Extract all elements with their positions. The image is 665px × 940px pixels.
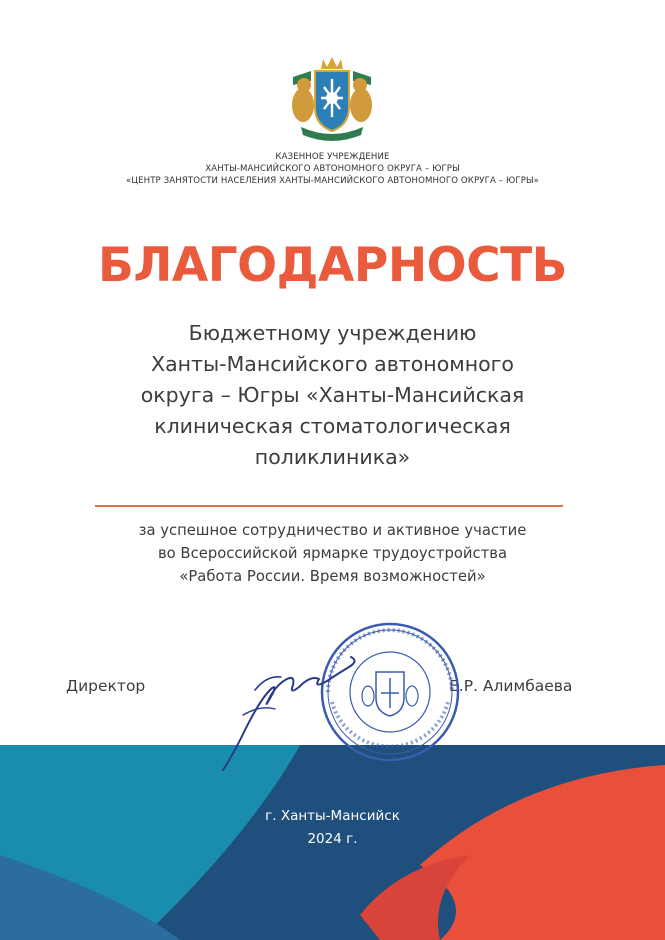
reason-line: «Работа России. Время возможностей» (179, 568, 486, 585)
recipient-line: клиническая стоматологическая (154, 414, 511, 438)
recipient-line: Ханты-Мансийского автономного (151, 352, 514, 376)
recipient-line: Бюджетному учреждению (188, 321, 477, 345)
reason-line: за успешное сотрудничество и активное участие (138, 522, 527, 539)
recipient-line: поликлиника» (254, 445, 411, 469)
organization-line-1: КАЗЕННОЕ УЧРЕЖДЕНИЕ (275, 152, 390, 162)
divider-line (95, 505, 563, 507)
footer-city: г. Ханты-Мансийск (265, 808, 400, 824)
recipient-line: округа – Югры «Ханты-Мансийская (140, 383, 525, 407)
organization-line-3: «ЦЕНТР ЗАНЯТОСТИ НАСЕЛЕНИЯ ХАНТЫ-МАНСИЙСКОГО АВТОНОМНОГО ОКРУГА – ЮГРЫ» (125, 176, 540, 186)
reason-line: во Всероссийской ярмарке трудоустройства (157, 545, 508, 562)
handwritten-signature-icon (215, 645, 365, 775)
certificate-title: БЛАГОДАРНОСТЬ (98, 238, 567, 293)
footer-year: 2024 г. (307, 831, 358, 847)
coat-of-arms-icon (285, 55, 379, 143)
organization-line-2: ХАНТЫ-МАНСИЙСКОГО АВТОНОМНОГО ОКРУГА – ЮГРЫ (205, 164, 460, 174)
signer-name: Е.Р. Алимбаева (449, 677, 573, 695)
director-label: Директор (66, 677, 146, 695)
